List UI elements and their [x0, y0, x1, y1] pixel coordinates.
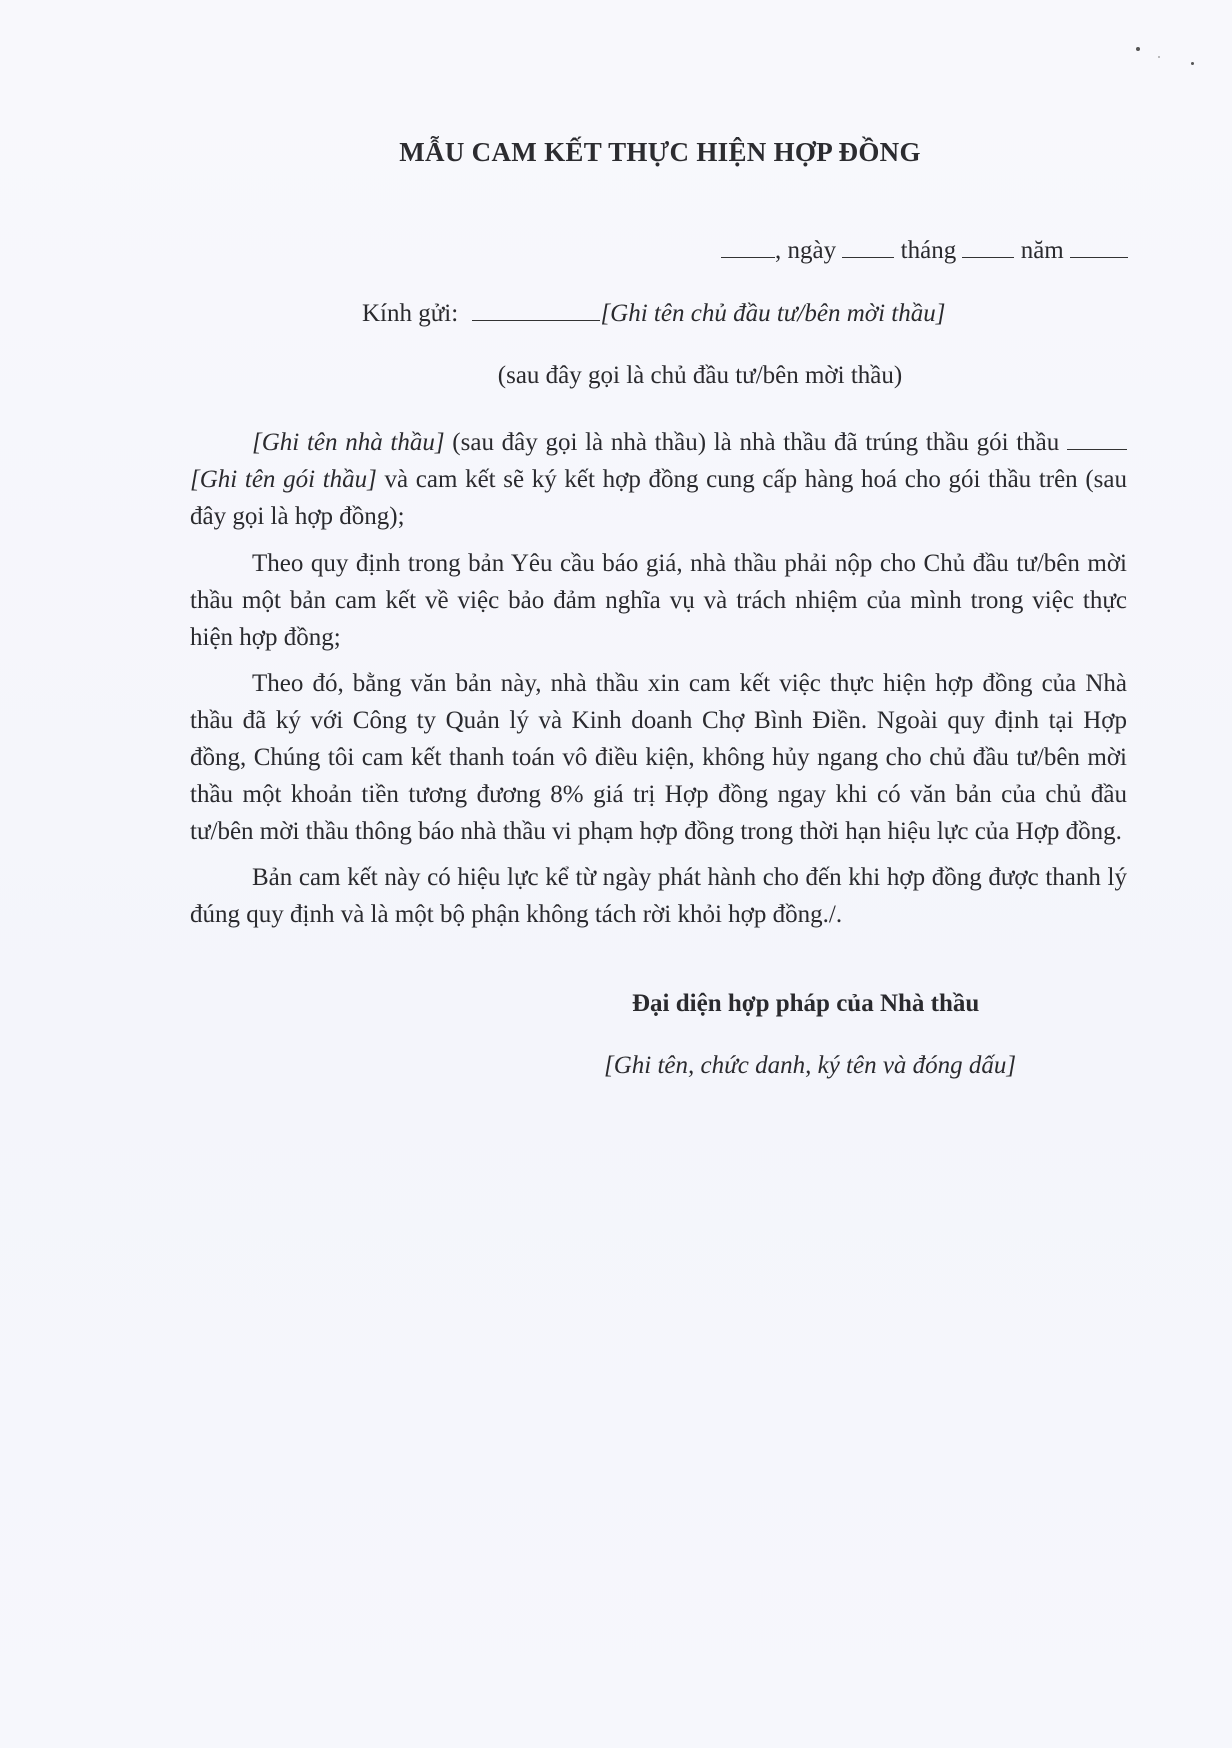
document-title: MẪU CAM KẾT THỰC HIỆN HỢP ĐỒNG — [399, 137, 921, 167]
paragraph-3: Theo đó, bằng văn bản này, nhà thầu xin cam kết việc thực hiện hợp đồng của Nhà thầu đã ký với Công ty Quản lý và Kinh doanh Chợ Bình Điền. Ngoài quy định tại Hợp đồng, Chúng tôi cam kết thanh toán vô điều kiện, không hủy ngang cho chủ đầu tư/bên mời thầu một khoản tiền tương đương 8% giá trị Hợp đồng ngay khi có văn bản của chủ đầu tư/bên mời thầu thông báo nhà thầu vi phạm hợp đồng trong thời hạn hiệu lực của Hợp đồng. — [190, 670, 1127, 845]
scan-speck — [1136, 47, 1140, 51]
signature-note: [Ghi tên, chức danh, ký tên và đóng dấu] — [604, 1052, 1017, 1079]
month-blank — [962, 256, 1014, 258]
day-blank — [842, 256, 894, 258]
date-day-label: , ngày — [775, 237, 837, 264]
paragraph-2: Theo quy định trong bản Yêu cầu báo giá, nhà thầu phải nộp cho Chủ đầu tư/bên mời thầu một bản cam kết về việc bảo đảm nghĩa vụ và trách nhiệm của mình trong việc thực hiện hợp đồng; — [190, 550, 1127, 651]
paragraph-4: Bản cam kết này có hiệu lực kể từ ngày phát hành cho đến khi hợp đồng được thanh lý đúng quy định và là một bộ phận không tách rời khỏi hợp đồng./. — [190, 864, 1127, 928]
year-blank — [1070, 256, 1128, 258]
addressee-placeholder: [Ghi tên chủ đầu tư/bên mời thầu] — [600, 300, 946, 327]
paragraph-1 — [190, 424, 1127, 535]
addressee-subnote: (sau đây gọi là chủ đầu tư/bên mời thầu) — [497, 362, 903, 389]
contractor-placeholder: [Ghi tên nhà thầu] — [252, 429, 445, 456]
scan-speck — [1158, 56, 1160, 58]
package-placeholder: [Ghi tên gói thầu] — [190, 466, 377, 493]
date-line — [721, 237, 1128, 265]
addressee-label: Kính gửi: — [362, 300, 459, 327]
addressee-line — [362, 300, 945, 328]
addressee-blank — [472, 319, 600, 321]
place-blank — [721, 256, 775, 258]
paragraph-1-text-b: và cam kết sẽ ký kết hợp đồng cung cấp hàng hoá cho gói thầu trên (sau đây gọi là hợp đồng); — [190, 466, 1127, 530]
date-year-label: năm — [1020, 237, 1064, 264]
paragraph-1-text-a: (sau đây gọi là nhà thầu) là nhà thầu đã trúng thầu gói thầu — [444, 429, 1067, 456]
date-month-label: tháng — [900, 237, 957, 264]
document-body — [190, 424, 1127, 943]
scan-speck — [1191, 62, 1194, 65]
signature-title: Đại diện hợp pháp của Nhà thầu — [632, 990, 980, 1017]
package-blank — [1067, 448, 1127, 450]
